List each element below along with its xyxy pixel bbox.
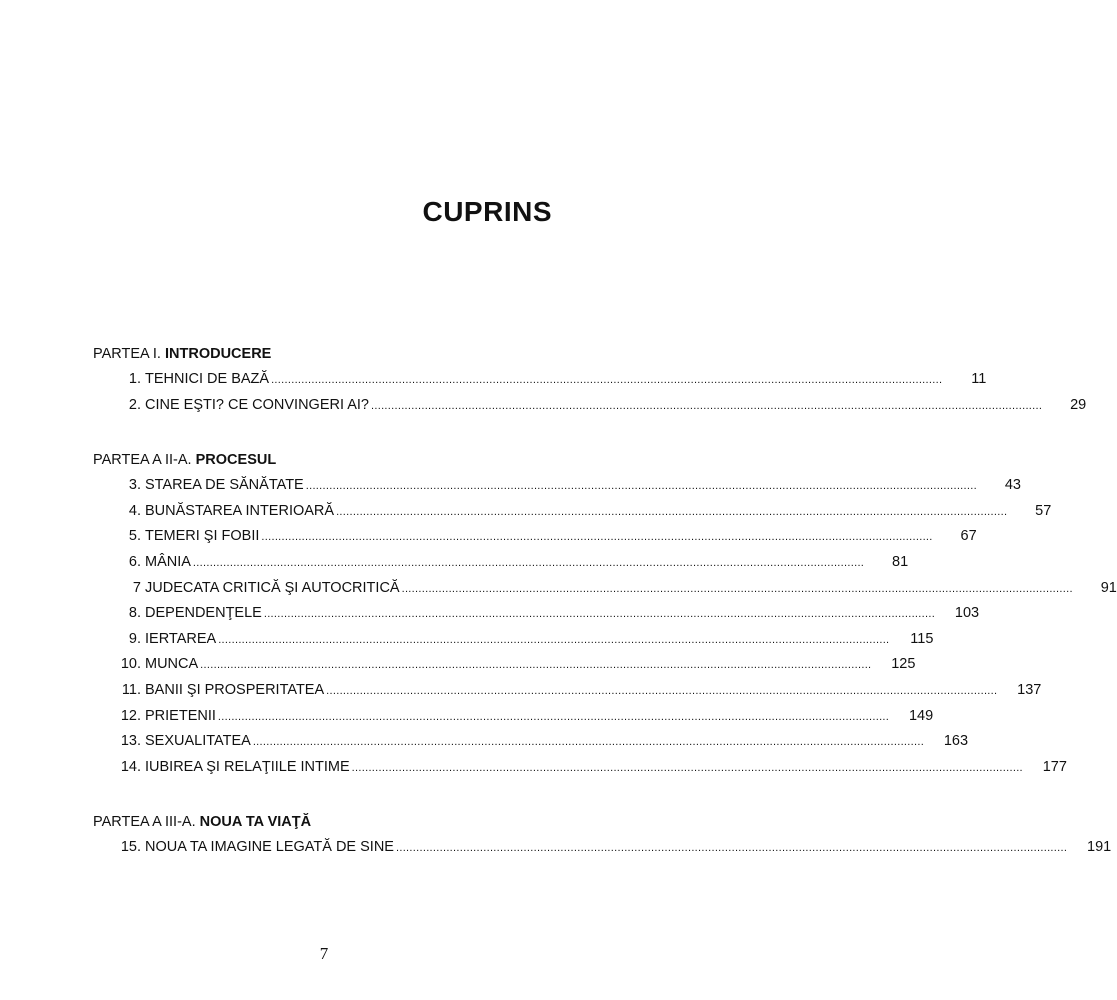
part-name: NOUA TA VIAŢĂ xyxy=(199,814,312,831)
toc-entry[interactable] xyxy=(93,627,934,653)
entry-number: 12. xyxy=(120,707,141,724)
dot-leader: ........................................................................................................................................................................................................ xyxy=(192,556,865,569)
dot-leader: ........................................................................................................................................................................................................ xyxy=(252,736,925,749)
entry-title: DEPENDENŢELE xyxy=(145,605,262,622)
dot-leader: ........................................................................................................................................................................................................ xyxy=(305,480,977,493)
entry-number: 13. xyxy=(120,733,141,750)
dot-leader: ........................................................................................................................................................................................................ xyxy=(263,608,936,621)
entry-title: NOUA TA IMAGINE LEGATĂ DE SINE xyxy=(145,839,394,856)
entry-page: 11 xyxy=(971,371,987,387)
toc-entry[interactable] xyxy=(93,499,1052,525)
dot-leader: ........................................................................................................................................................................................................ xyxy=(371,399,1043,412)
entry-title: STAREA DE SĂNĂTATE xyxy=(145,477,304,494)
toc-entry[interactable] xyxy=(93,367,987,393)
toc-entry[interactable] xyxy=(93,601,980,627)
dot-leader: ........................................................................................................................................................................................................ xyxy=(395,842,1068,855)
dot-leader: ........................................................................................................................................................................................................ xyxy=(351,761,1023,774)
entry-number: 4. xyxy=(128,502,141,519)
entry-number: 9. xyxy=(128,630,141,647)
dot-leader: ........................................................................................................................................................................................................ xyxy=(261,531,933,544)
dot-leader: ........................................................................................................................................................................................................ xyxy=(336,505,1008,518)
part-heading xyxy=(93,448,552,473)
entry-page: 81 xyxy=(892,553,909,570)
entry-title: SEXUALITATEA xyxy=(145,733,251,750)
entry-page: 29 xyxy=(1070,396,1087,413)
entry-page: 115 xyxy=(910,630,934,647)
toc-entry[interactable] xyxy=(93,576,1117,602)
toc-entry[interactable] xyxy=(93,755,1067,781)
toc-entry[interactable] xyxy=(93,729,969,755)
toc-entry[interactable] xyxy=(93,393,1087,419)
part-name: PROCESUL xyxy=(195,452,277,469)
dot-leader: ........................................................................................................................................................................................................ xyxy=(200,659,872,672)
entry-number: 10. xyxy=(120,656,141,673)
entry-page: 67 xyxy=(960,528,977,545)
part-heading xyxy=(93,810,552,835)
entry-page: 191 xyxy=(1087,839,1112,856)
entry-page: 57 xyxy=(1035,502,1052,519)
page-title: CUPRINS xyxy=(422,196,552,227)
entry-title: IERTAREA xyxy=(145,630,217,647)
entry-page: 43 xyxy=(1004,477,1021,494)
entry-number: 15. xyxy=(120,839,141,856)
entry-title: MUNCA xyxy=(145,656,199,673)
entry-title: BANII ŞI PROSPERITATEA xyxy=(145,681,325,698)
dot-leader: ........................................................................................................................................................................................................ xyxy=(326,684,998,697)
entry-title: JUDECATA CRITICĂ ŞI AUTOCRITICĂ xyxy=(145,579,400,596)
entry-number: 7 xyxy=(132,579,141,596)
part-name: INTRODUCERE xyxy=(165,346,272,362)
entry-title: TEMERI ŞI FOBII xyxy=(145,528,260,545)
entry-number: 1. xyxy=(128,371,141,387)
entry-title: PRIETENII xyxy=(145,707,216,724)
entry-title: IUBIREA ŞI RELAŢIILE INTIME xyxy=(145,758,350,775)
toc-entry[interactable] xyxy=(93,704,934,730)
entry-title: TEHNICI DE BAZĂ xyxy=(145,371,270,387)
entry-number: 14. xyxy=(120,758,141,775)
entry-number: 5. xyxy=(128,528,141,545)
part-prefix: PARTEA I. xyxy=(93,346,165,362)
entry-page: 137 xyxy=(1017,681,1042,698)
entry-number: 3. xyxy=(128,477,141,494)
entry-number: 6. xyxy=(128,553,141,570)
entry-title: CINE EŞTI? CE CONVINGERI AI? xyxy=(145,396,369,413)
entry-title: BUNĂSTAREA INTERIOARĂ xyxy=(145,502,335,519)
entry-page: 91 xyxy=(1100,579,1117,596)
entry-number: 8. xyxy=(128,605,141,622)
part-heading xyxy=(93,342,552,367)
part-prefix: PARTEA A III-A. xyxy=(93,814,200,831)
toc-entry[interactable] xyxy=(93,835,1112,861)
entry-page: 149 xyxy=(908,707,934,724)
toc-entry[interactable] xyxy=(93,678,1042,704)
part-prefix: PARTEA A II-A. xyxy=(93,452,196,469)
table-of-contents xyxy=(93,342,1117,861)
dot-leader: ........................................................................................................................................................................................................ xyxy=(271,374,943,386)
dot-leader: ........................................................................................................................................................................................................ xyxy=(217,710,890,723)
toc-entry[interactable] xyxy=(93,652,916,678)
entry-page: 177 xyxy=(1042,758,1067,775)
entry-title: MÂNIA xyxy=(145,553,191,570)
toc-entry[interactable] xyxy=(93,524,977,550)
dot-leader: ........................................................................................................................................................................................................ xyxy=(401,582,1073,595)
page-number: 7 xyxy=(319,944,329,963)
entry-page: 125 xyxy=(891,656,916,673)
dot-leader: ........................................................................................................................................................................................................ xyxy=(218,633,890,646)
toc-entry[interactable] xyxy=(93,473,1021,499)
entry-number: 2. xyxy=(128,396,141,413)
toc-entry[interactable] xyxy=(93,550,909,576)
entry-page: 163 xyxy=(943,733,969,750)
entry-number: 11. xyxy=(121,681,141,698)
entry-page: 103 xyxy=(954,605,980,622)
